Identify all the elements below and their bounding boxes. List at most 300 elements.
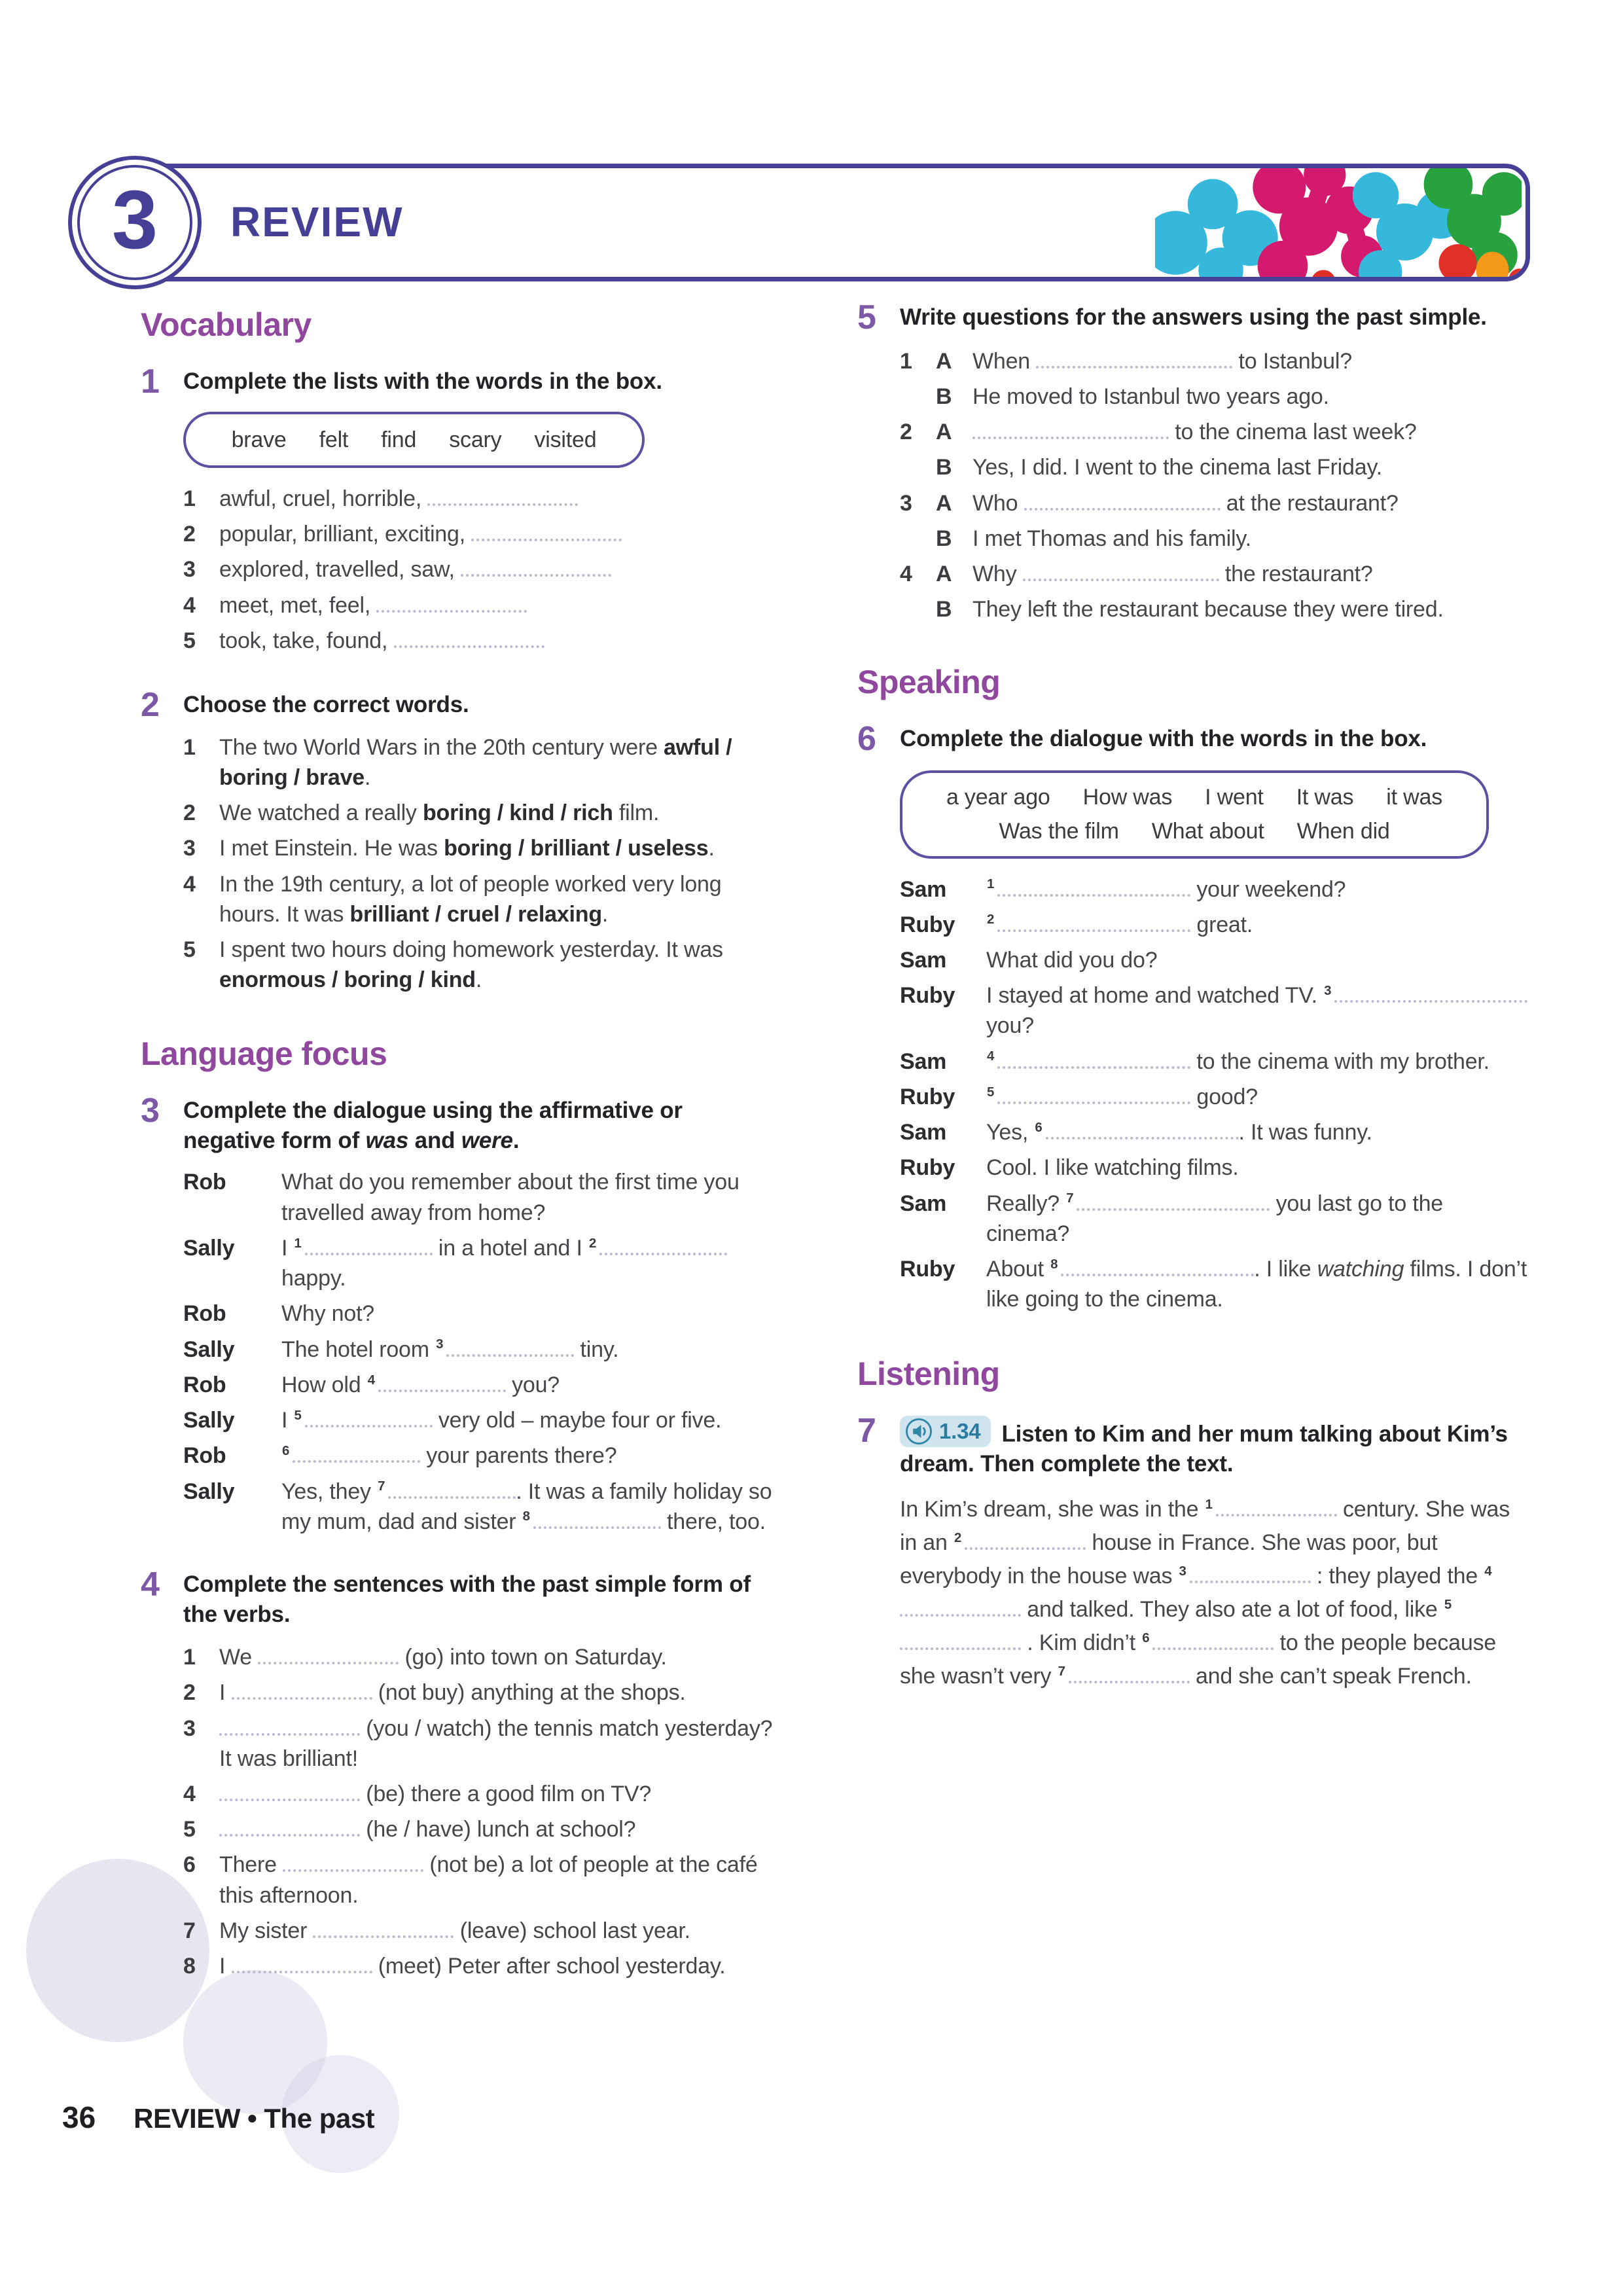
answer-blank[interactable] bbox=[394, 628, 544, 648]
list-item bbox=[900, 417, 1531, 447]
text-segment: He moved to Istanbul two years ago. bbox=[972, 384, 1329, 409]
footer-title: REVIEW • The past bbox=[134, 2103, 375, 2134]
item-text bbox=[219, 935, 779, 995]
word-box-item: I went bbox=[1205, 785, 1264, 810]
background-blob bbox=[308, 2173, 393, 2258]
exercise-3-dialogue bbox=[183, 1167, 779, 1537]
item-text bbox=[972, 488, 1531, 518]
exercise-6-dialogue bbox=[900, 874, 1531, 1315]
item-number: 5 bbox=[183, 628, 196, 653]
list-item bbox=[183, 1951, 779, 1981]
item-text bbox=[219, 554, 779, 584]
item-number: 7 bbox=[183, 1918, 196, 1943]
text-segment: Why bbox=[972, 562, 1023, 586]
section-heading-language-focus: Language focus bbox=[141, 1035, 387, 1073]
exercise-4-items bbox=[183, 1642, 779, 1981]
text-segment: tiny. bbox=[574, 1336, 619, 1362]
dialogue-row bbox=[900, 980, 1531, 1041]
speaker-name: Sally bbox=[183, 1336, 235, 1362]
text-segment: took, take, found, bbox=[219, 628, 394, 653]
answer-letter: A bbox=[936, 420, 952, 445]
section-heading-listening: Listening bbox=[857, 1355, 1000, 1392]
text-segment: Who bbox=[972, 490, 1024, 516]
item-text bbox=[219, 1850, 779, 1910]
text-segment: . bbox=[512, 1127, 520, 1153]
text-segment: Complete the dialogue using the affirmative or negative form of bbox=[183, 1098, 683, 1153]
audio-badge[interactable] bbox=[900, 1416, 991, 1448]
item-text bbox=[219, 1713, 779, 1774]
list-item bbox=[900, 488, 1531, 518]
section-heading-vocabulary: Vocabulary bbox=[141, 306, 312, 343]
answer-blank[interactable] bbox=[427, 486, 578, 506]
speaker-name: Rob bbox=[183, 1170, 226, 1195]
answer-blank[interactable] bbox=[997, 912, 1190, 932]
answer-letter: B bbox=[936, 455, 952, 480]
text-segment: (go) into town on Saturday. bbox=[399, 1645, 667, 1670]
answer-blank[interactable] bbox=[900, 1596, 1021, 1617]
answer-blank[interactable] bbox=[965, 1530, 1086, 1550]
speaker-name: Sally bbox=[183, 1408, 235, 1433]
text-segment: were bbox=[461, 1127, 513, 1153]
list-item bbox=[183, 798, 779, 828]
answer-blank[interactable] bbox=[997, 1084, 1190, 1104]
list-item bbox=[183, 519, 779, 549]
list-item bbox=[183, 1916, 779, 1946]
text-segment: very old – maybe four or five. bbox=[432, 1408, 722, 1433]
answer-blank[interactable] bbox=[972, 419, 1169, 439]
text-segment: to the cinema last week? bbox=[1169, 420, 1417, 445]
item-text bbox=[972, 417, 1531, 447]
text-segment: The hotel room bbox=[281, 1336, 436, 1362]
item-text bbox=[219, 590, 779, 620]
exercise-1 bbox=[141, 363, 779, 656]
answer-blank[interactable] bbox=[471, 521, 622, 541]
list-item bbox=[900, 382, 1531, 412]
answer-blank[interactable] bbox=[1334, 982, 1527, 1003]
exercise-number: 3 bbox=[141, 1092, 160, 1130]
dialogue-row bbox=[900, 1117, 1531, 1147]
text-segment: In the 19th century, a lot of people worked very long hours. It was bbox=[219, 871, 722, 927]
text-segment: your parents there? bbox=[420, 1443, 617, 1469]
item-text bbox=[972, 452, 1531, 482]
text-segment: I met Thomas and his family. bbox=[972, 526, 1251, 551]
text-segment: (be) there a good film on TV? bbox=[360, 1781, 652, 1806]
dialogue-row bbox=[900, 1254, 1531, 1314]
exercise-instruction bbox=[183, 1096, 779, 1155]
text-segment: The two World Wars in the 20th century were bbox=[219, 734, 664, 760]
answer-blank[interactable] bbox=[599, 1235, 727, 1255]
item-number: 4 bbox=[183, 592, 196, 618]
item-number: 2 bbox=[183, 522, 196, 547]
word-box-item: How was bbox=[1082, 785, 1173, 810]
speaker-name: Ruby bbox=[900, 1257, 955, 1282]
answer-blank[interactable] bbox=[1077, 1190, 1270, 1210]
page-number: 36 bbox=[62, 2100, 96, 2134]
answer-blank[interactable] bbox=[313, 1918, 454, 1938]
dialogue-row bbox=[900, 1153, 1531, 1183]
text-segment: . I like bbox=[1254, 1257, 1317, 1282]
exercise-7-text bbox=[900, 1493, 1531, 1693]
word-box-item: it was bbox=[1386, 785, 1443, 810]
exercise-2 bbox=[141, 686, 779, 995]
blank-number: 8 bbox=[1050, 1257, 1058, 1272]
item-text bbox=[281, 1167, 779, 1227]
text-segment: I bbox=[219, 1954, 232, 1979]
text-segment: There bbox=[219, 1852, 283, 1878]
answer-blank[interactable] bbox=[219, 1816, 360, 1837]
dialogue-row bbox=[183, 1167, 779, 1227]
item-text bbox=[986, 945, 1531, 975]
answer-blank[interactable] bbox=[1216, 1496, 1337, 1516]
page-footer bbox=[62, 2100, 374, 2135]
exercise-number: 5 bbox=[857, 298, 876, 336]
answer-blank[interactable] bbox=[1152, 1630, 1274, 1650]
text-segment: I bbox=[281, 1408, 294, 1433]
word-box-item: When did bbox=[1296, 819, 1390, 844]
speaker-name: Sam bbox=[900, 1191, 947, 1216]
item-text bbox=[219, 869, 779, 929]
text-segment: Really? bbox=[986, 1191, 1066, 1216]
text-segment: awful, cruel, horrible, bbox=[219, 486, 428, 511]
list-item bbox=[900, 524, 1531, 554]
exercise-5-items bbox=[900, 346, 1531, 625]
item-number: 2 bbox=[183, 800, 196, 826]
item-text bbox=[219, 484, 779, 514]
item-number: 5 bbox=[183, 1817, 196, 1842]
answer-blank[interactable] bbox=[219, 1715, 360, 1735]
text-segment: good? bbox=[1190, 1084, 1258, 1109]
unit-number-badge bbox=[68, 156, 202, 289]
dialogue-row bbox=[183, 1441, 779, 1471]
speaker-name: Ruby bbox=[900, 1155, 955, 1181]
dialogue-row bbox=[900, 945, 1531, 975]
list-item bbox=[900, 346, 1531, 376]
answer-letter: B bbox=[936, 597, 952, 622]
text-segment: great. bbox=[1190, 912, 1253, 937]
list-item bbox=[183, 935, 779, 995]
item-text bbox=[219, 519, 779, 549]
molecule-graphic bbox=[1155, 164, 1522, 281]
answer-blank[interactable] bbox=[232, 1679, 372, 1700]
text-segment: watching bbox=[1317, 1257, 1404, 1282]
item-text bbox=[219, 1916, 779, 1946]
exercise-4 bbox=[141, 1566, 779, 1981]
dialogue-row bbox=[183, 1370, 779, 1400]
text-segment: to the people because she wasn’t very bbox=[900, 1630, 1497, 1689]
text-segment: Yes, I did. I went to the cinema last Friday. bbox=[972, 455, 1382, 480]
word-box-line bbox=[919, 816, 1469, 846]
item-number: 8 bbox=[183, 1954, 196, 1979]
text-segment: to the cinema with my brother. bbox=[1190, 1049, 1489, 1074]
blank-number: 8 bbox=[522, 1509, 530, 1524]
list-item bbox=[183, 1713, 779, 1774]
speaker-name: Sam bbox=[900, 1049, 947, 1074]
unit-title: REVIEW bbox=[230, 198, 404, 245]
item-text bbox=[219, 1677, 779, 1708]
item-number: 1 bbox=[900, 348, 912, 374]
blank-number: 5 bbox=[294, 1408, 302, 1423]
text-segment: your weekend? bbox=[1190, 876, 1346, 902]
speaker-name: Sally bbox=[183, 1235, 235, 1261]
speaker-name: Sam bbox=[900, 948, 947, 973]
blank-number: 1 bbox=[987, 877, 995, 892]
text-segment: happy. bbox=[281, 1266, 346, 1291]
dialogue-row bbox=[900, 1189, 1531, 1249]
speaker-name: Rob bbox=[183, 1301, 226, 1327]
item-text bbox=[281, 1405, 779, 1435]
dialogue-row bbox=[183, 1405, 779, 1435]
text-segment: there, too. bbox=[660, 1509, 766, 1534]
text-segment: (meet) Peter after school yesterday. bbox=[372, 1954, 726, 1979]
speaker-name: Sally bbox=[183, 1479, 235, 1504]
exercise-number: 1 bbox=[141, 363, 160, 401]
item-text bbox=[986, 910, 1531, 940]
item-text bbox=[219, 732, 779, 793]
text-segment: century. She was in an bbox=[900, 1497, 1510, 1556]
answer-blank[interactable] bbox=[258, 1644, 399, 1664]
word-box-item: It was bbox=[1296, 785, 1354, 810]
answer-letter: B bbox=[936, 526, 952, 551]
text-segment: Yes, they bbox=[281, 1479, 378, 1504]
dialogue-row bbox=[183, 1299, 779, 1329]
word-box-item: a year ago bbox=[946, 785, 1050, 810]
blank-number: 7 bbox=[378, 1479, 385, 1494]
blank-number: 5 bbox=[1444, 1597, 1452, 1612]
answer-blank[interactable] bbox=[1024, 490, 1221, 510]
item-text bbox=[986, 1082, 1531, 1112]
word-box-line bbox=[919, 782, 1469, 812]
exercise-5 bbox=[857, 298, 1531, 624]
text-segment: . It was a family holiday so my mum, dad and sister bbox=[281, 1479, 772, 1534]
speaker-name: Ruby bbox=[900, 912, 955, 937]
text-segment: We watched a really bbox=[219, 800, 423, 826]
answer-blank[interactable] bbox=[378, 1372, 506, 1392]
list-item bbox=[183, 554, 779, 584]
item-text bbox=[281, 1441, 779, 1471]
list-item bbox=[900, 559, 1531, 589]
exercise-number: 7 bbox=[857, 1411, 876, 1450]
item-text bbox=[281, 1477, 779, 1537]
blank-number: 6 bbox=[282, 1444, 290, 1459]
answer-blank[interactable] bbox=[1190, 1563, 1311, 1583]
item-text bbox=[986, 1117, 1531, 1147]
text-segment: My sister bbox=[219, 1918, 313, 1943]
exercise-number: 2 bbox=[141, 686, 160, 724]
answer-letter: B bbox=[936, 384, 952, 409]
speaker-name: Ruby bbox=[900, 983, 955, 1009]
answer-blank[interactable] bbox=[219, 1781, 360, 1801]
item-number: 1 bbox=[183, 1645, 196, 1670]
blank-number: 7 bbox=[1058, 1664, 1065, 1679]
item-number: 3 bbox=[900, 490, 912, 516]
item-text bbox=[281, 1370, 779, 1400]
text-segment: (he / have) lunch at school? bbox=[360, 1817, 636, 1842]
speaker-icon bbox=[905, 1418, 933, 1445]
speaker-name: Ruby bbox=[900, 1084, 955, 1109]
text-segment: I spent two hours doing homework yesterday. It was bbox=[219, 937, 723, 962]
item-text bbox=[219, 798, 779, 828]
blank-number: 2 bbox=[987, 912, 995, 927]
exercise-instruction: Choose the correct words. bbox=[183, 692, 469, 717]
right-column bbox=[857, 298, 1531, 1727]
text-segment: films. I don’t like going to the cinema. bbox=[986, 1257, 1527, 1312]
text-segment: boring / kind / rich bbox=[422, 800, 613, 826]
unit-number: 3 bbox=[111, 173, 158, 266]
item-text bbox=[986, 1047, 1531, 1077]
word-box-item: felt bbox=[319, 427, 349, 452]
answer-blank[interactable] bbox=[1069, 1663, 1190, 1683]
exercise-3 bbox=[141, 1092, 779, 1537]
text-segment: was bbox=[365, 1127, 409, 1153]
exercise-2-items bbox=[183, 732, 779, 996]
exercise-6 bbox=[857, 720, 1531, 1314]
word-box-item: scary bbox=[449, 427, 502, 452]
text-segment: (leave) school last year. bbox=[454, 1918, 690, 1943]
text-segment: you last go to the cinema? bbox=[986, 1191, 1443, 1246]
exercise-instruction: Complete the lists with the words in the box. bbox=[183, 368, 662, 394]
exercise-instruction: Write questions for the answers using the past simple. bbox=[900, 304, 1487, 330]
text-segment: and talked. They also ate a lot of food, like bbox=[1021, 1597, 1444, 1623]
item-text bbox=[986, 874, 1531, 905]
text-segment: Cool. I like watching films. bbox=[986, 1155, 1239, 1181]
text-segment: I bbox=[281, 1235, 294, 1261]
item-number: 5 bbox=[183, 937, 196, 962]
blank-number: 6 bbox=[1035, 1120, 1043, 1135]
word-box-item: What about bbox=[1151, 819, 1264, 844]
dialogue-row bbox=[900, 1082, 1531, 1112]
text-segment: and bbox=[408, 1127, 461, 1153]
exercise-number: 4 bbox=[141, 1566, 160, 1604]
text-segment: (you / watch) the tennis match yesterday? It was brilliant! bbox=[219, 1715, 773, 1771]
item-number: 4 bbox=[183, 1781, 196, 1806]
dialogue-row bbox=[900, 1047, 1531, 1077]
answer-blank[interactable] bbox=[1046, 1119, 1239, 1139]
exercise-instruction: Complete the sentences with the past simple form of the verbs. bbox=[183, 1571, 751, 1627]
answer-blank[interactable] bbox=[388, 1478, 516, 1498]
answer-blank[interactable] bbox=[305, 1235, 433, 1255]
item-number: 3 bbox=[183, 557, 196, 583]
left-column bbox=[141, 302, 779, 2015]
dialogue-row bbox=[183, 1477, 779, 1537]
background-blob bbox=[0, 2049, 196, 2258]
list-item bbox=[900, 452, 1531, 482]
text-segment: . It was funny. bbox=[1238, 1120, 1372, 1145]
answer-blank[interactable] bbox=[293, 1443, 420, 1463]
item-number: 1 bbox=[183, 734, 196, 760]
text-segment: I met Einstein. He was bbox=[219, 836, 444, 861]
list-item bbox=[183, 1642, 779, 1672]
text-segment: popular, brilliant, exciting, bbox=[219, 522, 472, 547]
answer-blank[interactable] bbox=[997, 876, 1190, 896]
answer-blank[interactable] bbox=[232, 1953, 372, 1973]
item-number: 2 bbox=[900, 420, 912, 445]
text-segment: brilliant / cruel / relaxing bbox=[349, 901, 602, 927]
list-item bbox=[183, 869, 779, 929]
answer-blank[interactable] bbox=[376, 592, 527, 612]
answer-letter: A bbox=[936, 562, 952, 586]
exercise-instruction-text: Listen to Kim and her mum talking about Kim’s dream. Then complete the text. bbox=[900, 1421, 1508, 1477]
answer-blank[interactable] bbox=[305, 1407, 433, 1427]
word-box bbox=[900, 770, 1489, 858]
audio-track-number: 1.34 bbox=[939, 1418, 981, 1443]
text-segment: Why not? bbox=[281, 1301, 375, 1327]
item-text bbox=[281, 1233, 779, 1293]
item-number: 4 bbox=[900, 562, 912, 586]
text-segment: : they played the bbox=[1310, 1564, 1484, 1589]
item-number: 3 bbox=[183, 1715, 196, 1741]
dialogue-row bbox=[183, 1233, 779, 1293]
text-segment: We bbox=[219, 1645, 259, 1670]
item-text bbox=[972, 346, 1531, 376]
answer-blank[interactable] bbox=[1023, 561, 1219, 581]
answer-blank[interactable] bbox=[283, 1852, 423, 1872]
text-segment: (not buy) anything at the shops. bbox=[372, 1680, 686, 1706]
text-segment: film. bbox=[613, 800, 660, 826]
text-segment: enormous / boring / kind bbox=[219, 967, 476, 993]
item-text bbox=[219, 833, 779, 863]
text-segment: awful / boring / brave bbox=[219, 734, 732, 790]
text-segment: They left the restaurant because they were tired. bbox=[972, 597, 1444, 622]
item-text bbox=[986, 980, 1531, 1041]
item-number: 6 bbox=[183, 1852, 196, 1878]
answer-blank[interactable] bbox=[1036, 348, 1232, 368]
answer-blank[interactable] bbox=[461, 556, 611, 577]
blank-number: 3 bbox=[436, 1337, 444, 1352]
list-item bbox=[183, 590, 779, 620]
blank-number: 1 bbox=[294, 1236, 302, 1251]
text-segment: explored, travelled, saw, bbox=[219, 557, 461, 583]
answer-blank[interactable] bbox=[900, 1630, 1021, 1650]
answer-blank[interactable] bbox=[997, 1049, 1190, 1069]
item-text bbox=[972, 594, 1531, 624]
dialogue-row bbox=[183, 1335, 779, 1365]
exercise-instruction: Complete the dialogue with the words in the box. bbox=[900, 726, 1427, 752]
item-number: 1 bbox=[183, 486, 196, 511]
blank-number: 3 bbox=[1324, 983, 1332, 998]
text-segment: boring / brilliant / useless bbox=[444, 836, 709, 861]
text-segment: in a hotel and I bbox=[432, 1235, 588, 1261]
word-box-item: Was the film bbox=[999, 819, 1119, 844]
text-segment: . bbox=[475, 967, 482, 993]
list-item bbox=[183, 484, 779, 514]
blank-number: 1 bbox=[1205, 1497, 1213, 1512]
text-segment: at the restaurant? bbox=[1220, 490, 1399, 516]
answer-blank[interactable] bbox=[533, 1509, 661, 1529]
item-text bbox=[281, 1299, 779, 1329]
blank-number: 7 bbox=[1066, 1191, 1074, 1206]
text-segment: . bbox=[365, 764, 371, 790]
item-text bbox=[219, 1779, 779, 1809]
list-item bbox=[183, 1677, 779, 1708]
list-item bbox=[183, 1850, 779, 1910]
word-box bbox=[183, 412, 645, 468]
item-text bbox=[986, 1189, 1531, 1249]
text-segment: to Istanbul? bbox=[1232, 348, 1352, 374]
word-box-item: brave bbox=[231, 427, 287, 452]
answer-blank[interactable] bbox=[446, 1336, 574, 1356]
text-segment: you? bbox=[505, 1372, 560, 1397]
item-text bbox=[219, 1814, 779, 1844]
exercise-number: 6 bbox=[857, 720, 876, 759]
item-text bbox=[972, 382, 1531, 412]
blank-number: 2 bbox=[954, 1530, 962, 1545]
answer-blank[interactable] bbox=[1061, 1256, 1254, 1276]
item-text bbox=[219, 626, 779, 656]
blank-number: 2 bbox=[589, 1236, 597, 1251]
answer-letter: A bbox=[936, 490, 952, 516]
word-box-item: find bbox=[381, 427, 417, 452]
text-segment: . bbox=[708, 836, 715, 861]
